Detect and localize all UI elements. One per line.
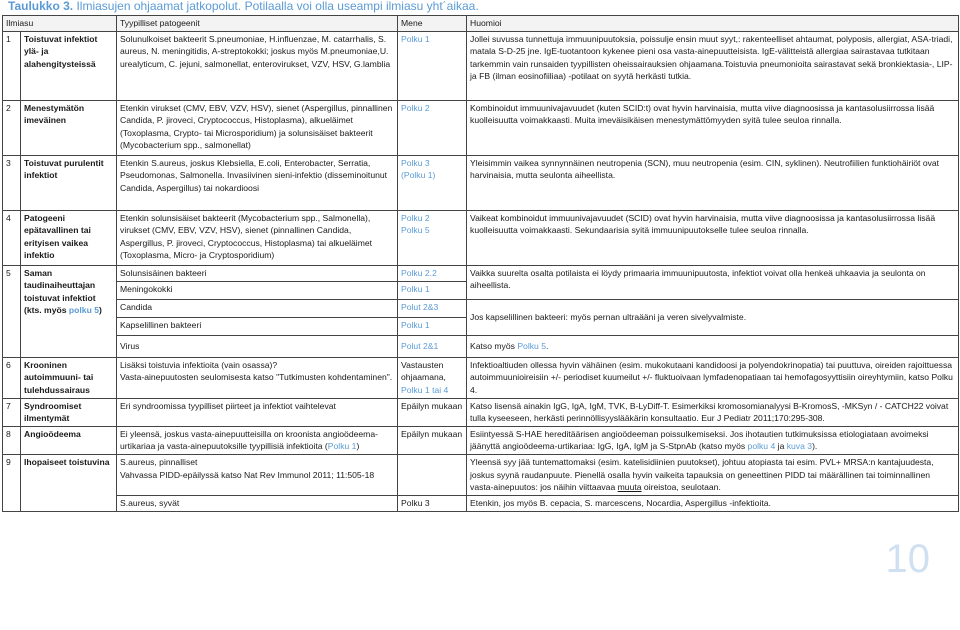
huomioi-text-end: oireistoa, seulotaan. — [641, 482, 721, 493]
patogeenit-text-end: ) — [356, 441, 360, 452]
row-number: 7 — [3, 398, 21, 426]
huomioi-link[interactable]: polku 4 — [747, 441, 776, 452]
huomioi-cell — [467, 335, 959, 357]
huomioi-cell: Kombinoidut immuunivajavuudet (kuten SCID:t) ovat hyvin harvinaisia, mutta viive diagnoosissa ja kantasolusiirrossa lisää kuolleisuutta voimakkaasti. Muita imeväisikäisen menestymättömyyden syitä tulee seuloa rinnalla. — [467, 100, 959, 155]
mene-link[interactable]: Polut 2&1 — [398, 335, 467, 357]
huomioi-cell: Infektioaltiuden ollessa hyvin vähäinen (esim. mukokutaani kandidoosi ja polyendokrinopatia) tai puuttuva, oireiden rajoittuessa autoimmuunioireisiin +/- periodiset kuumeilut +/- fluktuoivaan lymfadenopatiaan tai hemofagosyyttisiin oireyhtymiin, katso Polku 4. — [467, 357, 959, 398]
table-row — [3, 100, 959, 155]
patogeenit-text: Ei yleensä, joskus vasta-ainepuutteisilla on kroonista angioödeema-urtikariaa ja vasta-ainepuutoksille tyypillisiä infektioita ( — [120, 428, 378, 452]
table-row — [3, 210, 959, 265]
table-row — [3, 265, 959, 281]
row-number: 3 — [3, 155, 21, 210]
mene-text: Vastausten ohjaamana, — [401, 359, 446, 383]
row-number: 5 — [3, 265, 21, 357]
huomioi-cell: Yleisimmin vaikea synnynnäinen neutropenia (SCN), muu neutropenia (esim. CIN, syklinen). Neutrofiilien funktiohäiriöt ovat harvinaisia, mutta seulonta aiheellista. — [467, 155, 959, 210]
huomioi-cell: Jos kapselillinen bakteeri: myös pernan ultraääni ja veren sivelyvalmiste. — [467, 299, 959, 335]
row-number: 6 — [3, 357, 21, 398]
page-number: 10 — [885, 537, 930, 581]
ilmiasu-cell: Krooninen autoimmuuni- tai tulehdussairaus — [21, 357, 117, 398]
patogeenit-cell: Virus — [117, 335, 398, 357]
huomioi-link[interactable]: Polku 5 — [517, 340, 546, 351]
mene-link-secondary[interactable]: Polku 5 — [401, 225, 430, 236]
huomioi-cell — [467, 426, 959, 454]
mene-cell — [398, 357, 467, 398]
table-row — [3, 454, 959, 495]
huomioi-cell: Etenkin, jos myös B. cepacia, S. marcescens, Nocardia, Aspergillus -infektioita. — [467, 495, 959, 511]
patogeenit-cell: S.aureus, syvät — [117, 495, 398, 511]
ilmiasu-link[interactable]: polku 5 — [68, 305, 99, 316]
header-patogeenit: Tyypilliset patogeenit — [117, 16, 398, 32]
pathways-table — [2, 15, 959, 512]
huomioi-cell: Vaikeat kombinoidut immuunivajavuudet (SCID) ovat hyvin harvinaisia, mutta viive diagnoosissa ja kantasolusiirrossa lisää kuolleisuutta voimakkaasti. Sekundaarisia syitä immuunipuutokselle tulee seuloa rinnalla. — [467, 210, 959, 265]
mene-link[interactable]: Polku 1 — [398, 31, 467, 100]
huomioi-cell: Katso lisensä ainakin IgG, IgA, IgM, TVK, B-LyDiff-T. Esimerkiksi kromosomianalyysi B-KromosS, -MKSyn / - CATCH22 voivat tulla kyseeseen, herkästi perinnöllisyyslääkärin konsultaatio. Eur J Pediatr 2011;170:295-308. — [467, 398, 959, 426]
patogeenit-cell: Etenkin solunsisäiset bakteerit (Mycobacterium spp., Salmonella), virukset (CMV, EBV, VZV, HSV), sienet (pinnallinen Candida, Aspergillus, P. jiroveci, Cryptococcus, Histoplasma) tai alkueläimet (Toxoplasma, Micro- ja Cryptosporidium) — [117, 210, 398, 265]
table-caption — [8, 0, 479, 12]
ilmiasu-cell: Patogeeni epätavallinen tai erityisen vaikea infektio — [21, 210, 117, 265]
row-number: 1 — [3, 31, 21, 100]
row-number: 8 — [3, 426, 21, 454]
ilmiasu-cell: Menestymätön imeväinen — [21, 100, 117, 155]
mene-cell — [398, 454, 467, 495]
table-row — [3, 426, 959, 454]
caption-text: Ilmiasujen ohjaamat jatkopolut. Potilaalla voi olla useampi ilmiasu yht´aikaa. — [76, 0, 479, 13]
ilmiasu-cell: Syndroomiset ilmentymät — [21, 398, 117, 426]
patogeenit-cell: Candida — [117, 299, 398, 317]
ilmiasu-cell: Angioödeema — [21, 426, 117, 454]
header-ilmiasu: Ilmiasu — [3, 16, 117, 32]
ilmiasu-cell — [21, 265, 117, 357]
mene-link[interactable]: Polku 1 tai 4 — [401, 384, 449, 395]
huomioi-cell: Jollei suvussa tunnettuja immuunipuutoksia, poissulje ensin muut syyt,: rakenteelliset ahtaumat, polyposis, allergiat, ASA-triadi, matala S-D-25 jne. IgE-tuotantoon kykenee pieni osa vasta-ainepuutteisista. IgE-välitteistä allergiaa sairastavaa tutkitaan tarkemmin vain runsaiden tyypillisten oheissairauksien ohjaamana.Toistuvia pneumonioita sairastavat sekä bronkiektasia-, LIP- ja FB (ilman eosinofiiliaa) -potilaat on syytä herkästi tutkia. — [467, 31, 959, 100]
caption-prefix: Taulukko 3. — [8, 0, 77, 13]
mene-link[interactable]: Polku 2.2 — [398, 265, 467, 281]
table-row — [3, 31, 959, 100]
mene-link[interactable]: Polut 2&3 — [398, 299, 467, 317]
huomioi-text-end: ). — [812, 441, 818, 452]
huomioi-text: Yleensä syy jää tuntemattomaksi (esim. katelisidiinien puutokset), johtuu atopiasta tai esim. PVL+ MRSA:n kantajuudesta, joskus syynä raudanpuute. Pienellä osalla hyvin vaikeita tapauksia on geneettinen PIDD tai määrällinen tai toiminnallinen vasta-ainepuutos: jos näihin viittaavaa — [470, 456, 934, 493]
mene-cell — [398, 155, 467, 210]
patogeenit-link[interactable]: Polku 1 — [327, 441, 357, 452]
huomioi-text: Katso myös — [470, 340, 518, 351]
huomioi-text-mid: ja — [775, 441, 787, 452]
mene-link[interactable]: Polku 1 — [398, 317, 467, 335]
mene-text: Epäilyn mukaan — [398, 398, 467, 426]
table-row — [3, 335, 959, 357]
patogeenit-cell: Solunsisäinen bakteeri — [117, 265, 398, 281]
mene-text: Polku 3 — [398, 495, 467, 511]
header-huomioi: Huomioi — [467, 16, 959, 32]
ilmiasu-text-end: ) — [99, 305, 102, 316]
patogeenit-cell: Solunulkoiset bakteerit S.pneumoniae, H.influenzae, M. catarrhalis, S. aureus, N. meningitidis, A-streptokokki; joskus myös M.pneumoniae,U. urealyticum, C. jejuni, salmonellat, enterovirukset, VZV, HSV, G.lamblia — [117, 31, 398, 100]
table-row — [3, 398, 959, 426]
mene-cell — [398, 210, 467, 265]
patogeenit-cell: Etenkin S.aureus, joskus Klebsiella, E.coli, Enterobacter, Serratia, Pseudomonas, Salmonella. Invasiivinen sieni-infektio (disseminoitunut Candida, Aspergillus) tai nokardioosi — [117, 155, 398, 210]
mene-link[interactable]: Polku 2 — [401, 212, 430, 223]
huomioi-text-end: . — [545, 340, 549, 351]
ilmiasu-cell: Toistuvat infektiot ylä- ja alahengitysteissä — [21, 31, 117, 100]
row-number: 4 — [3, 210, 21, 265]
huomioi-text: Esiintyessä S-HAE hereditäärisen angioödeeman poissulkemiseksi. Jos ihotautien tutkimuksissa etiologiataan avoimeksi jäänyttä angioödeema-urtikariaa: IgG, IgA, IgM ja S-StpnAb (katso myös — [470, 428, 929, 452]
huomioi-cell — [467, 454, 959, 495]
row-number: 2 — [3, 100, 21, 155]
mene-link[interactable]: Polku 2 — [398, 100, 467, 155]
mene-link-secondary[interactable]: (Polku 1) — [401, 170, 436, 181]
patogeenit-cell: Lisäksi toistuvia infektioita (vain osassa)? Vasta-ainepuutosten seulomisesta katso "Tutkimusten kohdentaminen". — [117, 357, 398, 398]
ilmiasu-cell: Ihopaiseet toistuvina — [21, 454, 117, 511]
ilmiasu-text: Saman taudinaiheuttajan toistuvat infektiot (kts. myös — [24, 267, 96, 316]
huomioi-cell: Vaikka suurelta osalta potilaista ei löydy primaaria immuunipuutosta, infektiot voivat olla henkeä uhkaavia ja seulonta on aiheellista. — [467, 265, 959, 299]
table-row — [3, 155, 959, 210]
patogeenit-cell — [117, 426, 398, 454]
table-row — [3, 357, 959, 398]
header-mene: Mene — [398, 16, 467, 32]
table-row — [3, 495, 959, 511]
mene-link[interactable]: Polku 3 — [401, 157, 430, 168]
huomioi-link-2[interactable]: kuva 3 — [786, 441, 813, 452]
table-header-row — [3, 16, 959, 32]
row-number: 9 — [3, 454, 21, 511]
patogeenit-cell: Etenkin virukset (CMV, EBV, VZV, HSV), sienet (Aspergillus, pinnallinen Candida, P. jiroveci, Cryptococcus, Histoplasma), alkueläimet (Toxoplasma, Crypto- tai Microsporidium) ja solunsisäiset bakteerit (Mycobacterium spp., salmonellat) — [117, 100, 398, 155]
mene-text: Epäilyn mukaan — [398, 426, 467, 454]
patogeenit-cell: Meningokokki — [117, 281, 398, 299]
table-row — [3, 299, 959, 317]
patogeenit-cell: Eri syndroomissa tyypilliset piirteet ja infektiot vaihtelevat — [117, 398, 398, 426]
patogeenit-cell: Kapselillinen bakteeri — [117, 317, 398, 335]
mene-link[interactable]: Polku 1 — [398, 281, 467, 299]
huomioi-underlined: muuta — [617, 482, 642, 493]
ilmiasu-cell: Toistuvat purulentit infektiot — [21, 155, 117, 210]
patogeenit-cell: S.aureus, pinnalliset Vahvassa PIDD-epäilyssä katso Nat Rev Immunol 2011; 11:505-18 — [117, 454, 398, 495]
